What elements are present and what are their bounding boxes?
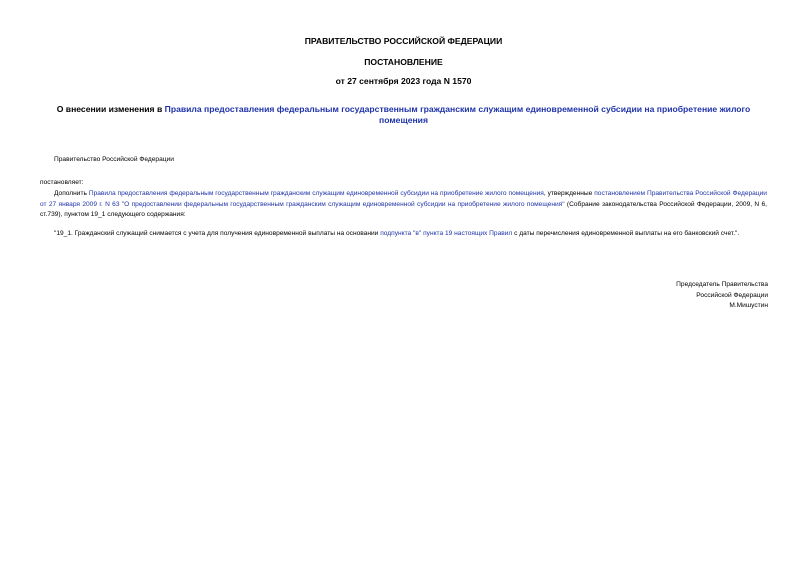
subclause-link[interactable]: подпункта "в" пункта 19 настоящих Правил bbox=[380, 230, 513, 237]
clause-suffix: с даты перечисления единовременной выплаты на его банковский счет.". bbox=[512, 230, 740, 237]
subject-rules-link[interactable]: Правила предоставления федеральным государственным гражданским служащим единовременной субсидии на приобретение жилого помещения bbox=[164, 104, 751, 125]
amendment-prefix: Дополнить bbox=[54, 190, 89, 197]
signature-title: Председатель Правительства bbox=[676, 281, 768, 288]
rules-link[interactable]: Правила предоставления федеральным государственным гражданским служащим единовременной субсидии на приобретение жилого помещения bbox=[88, 190, 544, 197]
authority-heading: ПРАВИТЕЛЬСТВО РОССИЙСКОЙ ФЕДЕРАЦИИ bbox=[304, 36, 503, 46]
resolution-link[interactable]: постановлением Правительства Российской Федерации от 27 января 2009 г. N 63 "О предоставлении федеральным государственным гражданским служащим единовременной субсидии на приобретение жилого помещения" bbox=[40, 190, 767, 208]
subject-prefix: О внесении изменения в bbox=[56, 104, 165, 114]
document-type-heading: ПОСТАНОВЛЕНИЕ bbox=[364, 57, 443, 67]
document-subject bbox=[40, 104, 767, 126]
signature-name: М.Мишустин bbox=[729, 302, 768, 309]
government-line: Правительство Российской Федерации bbox=[54, 156, 174, 163]
clause-prefix: "19_1. Гражданский служащий снимается с учета для получения единовременной выплаты на основании bbox=[54, 230, 381, 237]
new-clause-paragraph bbox=[40, 229, 767, 240]
amendment-mid: , утвержденные bbox=[543, 190, 595, 197]
amendment-suffix: (Собрание законодательства Российской Федерации, 2009, N 6, ст.739), пунктом 19_1 следующего содержания: bbox=[40, 200, 767, 218]
decrees-line: постановляет: bbox=[40, 179, 84, 186]
signature-country: Российской Федерации bbox=[696, 291, 768, 299]
amendment-paragraph bbox=[40, 189, 767, 221]
signature-block bbox=[676, 280, 768, 312]
date-number-heading: от 27 сентября 2023 года N 1570 bbox=[335, 76, 472, 86]
